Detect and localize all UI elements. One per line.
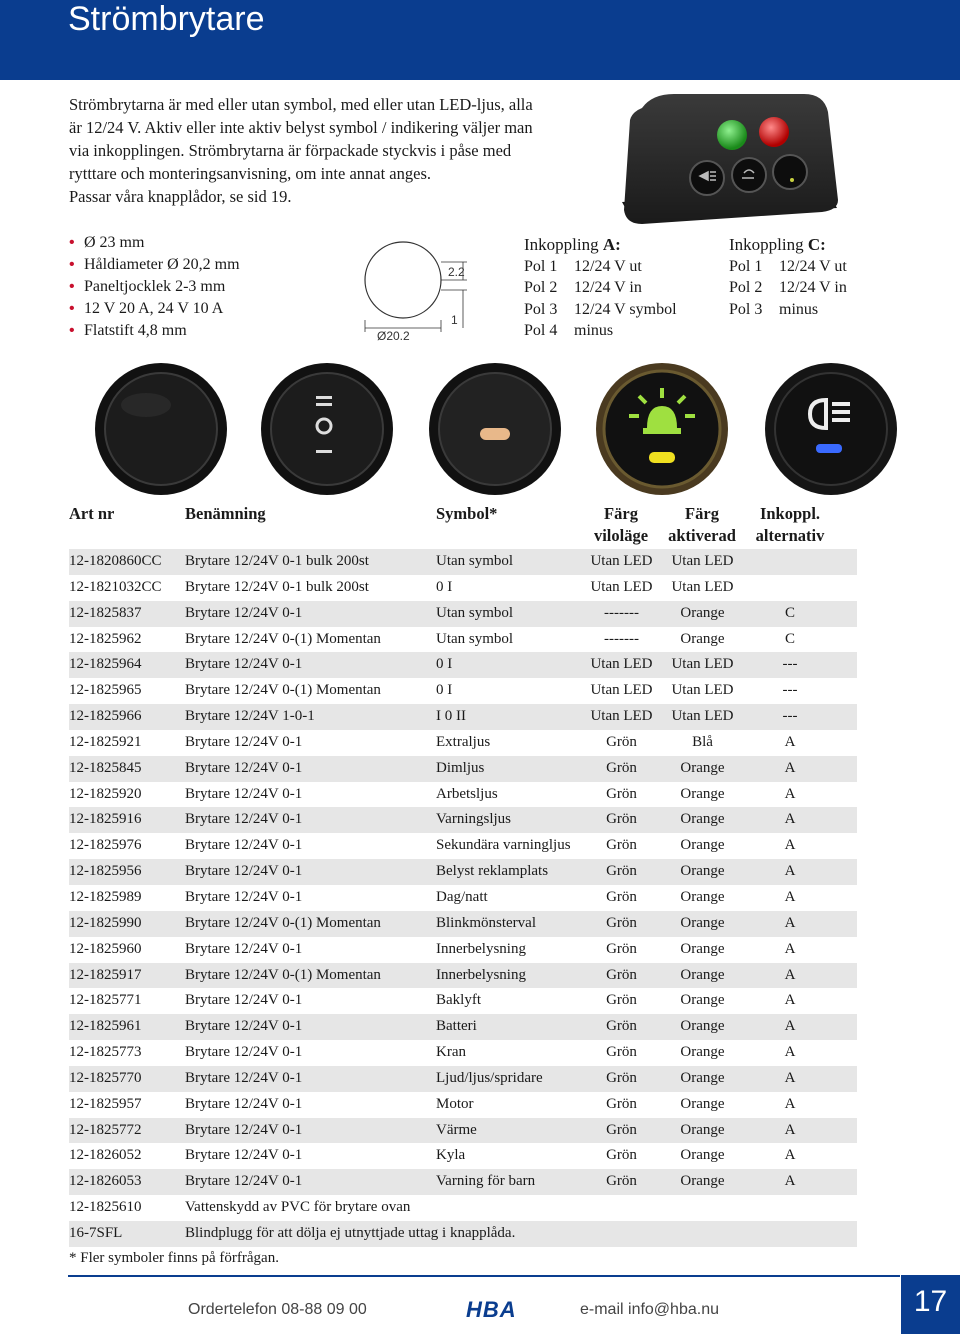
table-row (69, 1221, 857, 1247)
cell-color-idle: Grön (606, 888, 637, 905)
orange-led-switch-icon (420, 360, 570, 498)
cell-connection: --- (782, 708, 798, 725)
pol-row: Pol 4 minus (524, 322, 614, 339)
cell-connection: A (784, 888, 796, 905)
cell-product-name: Brytare 12/24V 0-1 (185, 759, 303, 776)
intro-line: rytttare och monteringsanvisning, om inte annat anges. (69, 164, 431, 183)
dimension-height-label: 2.2 (448, 265, 465, 279)
table-row (69, 963, 857, 989)
cell-color-active: Orange (680, 1044, 725, 1061)
table-row (69, 678, 857, 704)
table-row (69, 937, 857, 963)
cell-product-name: Brytare 12/24V 0-1 (185, 863, 303, 880)
page-header (0, 0, 960, 80)
cell-product-name: Brytare 12/24V 0-(1) Momentan (185, 914, 381, 931)
cell-color-idle: Grön (606, 837, 637, 854)
cell-connection: A (784, 1095, 796, 1112)
intro-line: är 12/24 V. Aktiv eller inte aktiv belyst symbol / indikering väljer man (69, 118, 533, 137)
inkoppling-a-title: Inkoppling A: (524, 235, 621, 254)
table-row (69, 988, 857, 1014)
cell-symbol: Innerbelysning (436, 940, 526, 957)
intro-line: via inkopplingen. Strömbrytarna är förpackade styckvis i påse med (69, 141, 512, 160)
cell-product-name: Brytare 12/24V 0-1 (185, 811, 303, 828)
cell-product-name: Brytare 12/24V 0-1 (185, 604, 303, 621)
cell-art-number: 12-1826053 (69, 1173, 142, 1190)
cell-color-active: Orange (680, 1121, 725, 1138)
table-row (69, 1014, 857, 1040)
bullet-icon: • (69, 234, 75, 251)
pol-row: Pol 2 12/24 V in (524, 279, 642, 296)
cell-color-active: Orange (680, 940, 725, 957)
inkoppling-c-title: Inkoppling C: (729, 235, 826, 254)
cell-connection: A (784, 1044, 796, 1061)
table-row (69, 730, 857, 756)
cell-product-name: Brytare 12/24V 0-1 (185, 1044, 303, 1061)
cell-symbol: Sekundära varningljus (436, 837, 571, 854)
cell-art-number: 12-1825920 (69, 785, 142, 802)
cell-art-number: 12-1825770 (69, 1069, 142, 1086)
pol-row: Pol 1 12/24 V ut (524, 257, 642, 275)
cell-art-number: 12-1825956 (69, 863, 142, 880)
cell-art-number: 12-1825916 (69, 811, 142, 828)
cell-connection: A (784, 759, 796, 776)
cell-symbol: Utan symbol (436, 604, 514, 621)
table-header (69, 503, 859, 551)
cell-art-number: 12-1825989 (69, 888, 142, 905)
intro-line: Strömbrytarna är med eller utan symbol, med eller utan LED-ljus, alla (69, 95, 533, 114)
switch-box-image (612, 90, 842, 240)
cell-connection: A (784, 1069, 796, 1086)
cell-color-idle: ------- (604, 630, 639, 647)
cell-color-idle: Utan LED (590, 656, 653, 673)
footer-divider (68, 1275, 900, 1277)
cell-connection: A (784, 733, 796, 750)
cell-color-idle: Grön (606, 1044, 637, 1061)
cell-symbol: Dag/natt (436, 888, 488, 905)
table-row (69, 807, 857, 833)
column-header-connection: Inkoppl. alternativ (755, 504, 825, 545)
cell-connection: --- (782, 682, 798, 699)
cell-symbol: Arbetsljus (436, 785, 498, 802)
cell-symbol: Utan symbol (436, 553, 514, 569)
cell-color-idle: Grön (606, 1095, 637, 1112)
cell-color-idle: Utan LED (590, 708, 653, 725)
cell-art-number: 12-1825845 (69, 759, 142, 776)
cell-color-active: Orange (680, 604, 725, 621)
beacon-symbol-switch-icon (587, 360, 737, 498)
cell-color-idle: Utan LED (590, 553, 653, 569)
cell-color-active: Orange (680, 811, 725, 828)
cell-symbol: Motor (436, 1095, 474, 1112)
cell-color-idle: Grön (606, 785, 637, 802)
dimension-pin-label: 1 (451, 313, 458, 327)
table-row (69, 704, 857, 730)
cell-connection: C (784, 604, 795, 621)
cell-product-name: Brytare 12/24V 0-1 (185, 992, 303, 1009)
headlight-symbol-switch-icon (756, 360, 906, 498)
bullet-icon: • (69, 322, 75, 339)
pol-row: Pol 3 12/24 V symbol (524, 300, 677, 318)
cell-color-active: Orange (680, 759, 725, 776)
table-row (69, 782, 857, 808)
cell-color-active: Orange (680, 1173, 725, 1190)
cell-symbol: Varning för barn (436, 1173, 536, 1190)
cell-color-active: Utan LED (671, 578, 734, 595)
cell-art-number: 12-1826052 (69, 1147, 142, 1164)
cell-connection: A (784, 1018, 796, 1035)
table-row (69, 1040, 857, 1066)
pol-row: Pol 2 12/24 V in (729, 279, 847, 296)
cell-color-idle: Utan LED (590, 682, 653, 699)
cell-symbol: I 0 II (436, 708, 466, 725)
cell-art-number: 12-1820860CC (69, 553, 162, 569)
cell-art-number: 12-1825962 (69, 630, 142, 647)
cell-color-active: Orange (680, 1095, 725, 1112)
table-row (69, 1066, 857, 1092)
cell-art-number: 12-1825976 (69, 837, 142, 854)
cell-color-idle: Grön (606, 1147, 637, 1164)
cell-color-idle: Grön (606, 1173, 637, 1190)
cell-symbol: Varningsljus (436, 811, 511, 828)
bullet-icon: • (69, 256, 75, 273)
cell-art-number: 12-1825990 (69, 914, 142, 931)
dimension-diameter-label: Ø20.2 (377, 329, 410, 343)
cell-color-idle: Grön (606, 733, 637, 750)
blank-switch-icon (86, 360, 236, 498)
cell-symbol: 0 I (436, 656, 453, 673)
cell-color-idle: ------- (604, 604, 639, 621)
bullet-icon: • (69, 300, 75, 317)
cell-product-name: Brytare 12/24V 0-1 (185, 656, 303, 673)
cell-color-active: Orange (680, 837, 725, 854)
page-title: Strömbrytare (68, 0, 265, 38)
cell-art-number: 12-1825964 (69, 656, 142, 673)
cell-art-number: 12-1825772 (69, 1121, 142, 1138)
cell-color-active: Orange (680, 888, 725, 905)
cell-color-active: Orange (680, 966, 725, 983)
cell-color-active: Utan LED (671, 656, 734, 673)
cell-connection: A (784, 1173, 796, 1190)
inkoppling-a (524, 234, 677, 342)
pol-row: Pol 1 12/24 V ut (729, 257, 847, 275)
cell-art-number: 12-1825771 (69, 992, 142, 1009)
cell-symbol: Extraljus (436, 733, 491, 750)
cell-art-number: 12-1825917 (69, 966, 142, 983)
table-row (69, 911, 857, 937)
cell-symbol: Ljud/ljus/spridare (436, 1069, 543, 1086)
cell-color-active: Orange (680, 630, 725, 647)
cell-product-name: Brytare 12/24V 0-1 bulk 200st (185, 578, 369, 595)
table-row (69, 1143, 857, 1169)
cell-color-active: Orange (680, 1147, 725, 1164)
cell-color-idle: Utan LED (590, 578, 653, 595)
cell-symbol: Värme (436, 1121, 477, 1138)
table-row (69, 833, 857, 859)
table-row (69, 885, 857, 911)
cell-art-number: 12-1825957 (69, 1095, 142, 1112)
cell-product-name: Brytare 12/24V 0-1 (185, 888, 303, 905)
cell-symbol: Dimljus (436, 759, 485, 776)
cell-color-active: Orange (680, 1018, 725, 1035)
cell-art-number: 12-1825837 (69, 604, 142, 621)
cell-connection: --- (782, 656, 798, 673)
cell-symbol: Kyla (436, 1147, 466, 1164)
footnote: * Fler symboler finns på förfrågan. (69, 1250, 279, 1266)
hba-logo: HBA (466, 1297, 517, 1322)
spec-item: • Paneltjocklek 2-3 mm (69, 276, 240, 298)
cell-product-name: Brytare 12/24V 0-(1) Momentan (185, 682, 381, 699)
spec-item: • 12 V 20 A, 24 V 10 A (69, 298, 240, 320)
cell-color-active: Orange (680, 785, 725, 802)
cell-product-name: Brytare 12/24V 0-1 (185, 1173, 303, 1190)
cell-symbol: Utan symbol (436, 630, 514, 647)
cell-art-number: 12-1825960 (69, 940, 142, 957)
cell-color-active: Utan LED (671, 708, 734, 725)
table-row (69, 549, 857, 575)
dimension-drawing (355, 232, 480, 344)
table-row (69, 859, 857, 885)
cell-connection: A (784, 1147, 796, 1164)
column-header-color-active: Färg aktiverad (668, 504, 736, 545)
cell-color-active: Orange (680, 863, 725, 880)
cell-symbol: Belyst reklamplats (436, 863, 549, 880)
spec-item: • Ø 23 mm (69, 232, 240, 254)
cell-product-name: Vattenskydd av PVC för brytare ovan (185, 1199, 411, 1216)
cell-product-name: Brytare 12/24V 0-1 (185, 1121, 303, 1138)
cell-color-idle: Grön (606, 1121, 637, 1138)
cell-color-active: Utan LED (671, 553, 734, 569)
spec-item: • Håldiameter Ø 20,2 mm (69, 254, 240, 276)
cell-product-name: Brytare 12/24V 0-(1) Momentan (185, 630, 381, 647)
cell-connection: A (784, 785, 796, 802)
cell-color-idle: Grön (606, 966, 637, 983)
cell-color-idle: Grön (606, 1018, 637, 1035)
cell-art-number: 12-1825965 (69, 682, 142, 699)
cell-connection: A (784, 863, 796, 880)
cell-art-number: 12-1821032CC (69, 578, 162, 595)
cell-color-active: Utan LED (671, 682, 734, 699)
cell-product-name: Brytare 12/24V 0-1 (185, 1018, 303, 1035)
table-row (69, 1118, 857, 1144)
cell-product-name: Brytare 12/24V 0-1 (185, 1069, 303, 1086)
cell-color-active: Orange (680, 1069, 725, 1086)
cell-product-name: Brytare 12/24V 0-1 (185, 733, 303, 750)
cell-art-number: 12-1825966 (69, 708, 142, 725)
bullet-icon: • (69, 278, 75, 295)
cell-connection: A (784, 992, 796, 1009)
cell-color-idle: Grön (606, 759, 637, 776)
cell-symbol: Kran (436, 1044, 466, 1061)
table-row (69, 1092, 857, 1118)
column-header-color-idle: Färg viloläge (593, 504, 649, 545)
cell-color-idle: Grön (606, 914, 637, 931)
cell-connection: A (784, 966, 796, 983)
cell-symbol: Innerbelysning (436, 966, 526, 983)
i-o-ii-switch-icon (252, 360, 402, 498)
inkoppling-c (729, 234, 847, 320)
cell-symbol: 0 I (436, 578, 453, 595)
cell-color-active: Orange (680, 914, 725, 931)
table-row (69, 1169, 857, 1195)
cell-product-name: Brytare 12/24V 0-1 (185, 1095, 303, 1112)
cell-symbol: Blinkmönsterval (436, 914, 536, 931)
footer-phone: Ordertelefon 08-88 09 00 (188, 1301, 367, 1318)
cell-symbol: Baklyft (436, 992, 481, 1009)
spec-list (69, 232, 240, 342)
cell-art-number: 12-1825961 (69, 1018, 142, 1035)
footer-email: e-mail info@hba.nu (580, 1301, 719, 1318)
intro-line: Passar våra knapplådor, se sid 19. (69, 187, 292, 206)
column-header-art: Art nr (69, 504, 115, 523)
cell-product-name: Blindplugg för att dölja ej utnyttjade uttag i knapplåda. (185, 1224, 516, 1241)
cell-connection: A (784, 1121, 796, 1138)
cell-connection: A (784, 940, 796, 957)
cell-product-name: Brytare 12/24V 0-1 (185, 785, 303, 802)
cell-art-number: 12-1825921 (69, 733, 142, 750)
cell-art-number: 12-1825773 (69, 1044, 142, 1061)
cell-product-name: Brytare 12/24V 0-1 bulk 200st (185, 553, 369, 569)
table-row (69, 652, 857, 678)
intro-text (69, 93, 589, 208)
column-header-symbol: Symbol* (436, 504, 498, 523)
pol-row: Pol 3 minus (729, 300, 819, 318)
cell-color-active: Orange (680, 992, 725, 1009)
table-row (69, 627, 857, 653)
cell-product-name: Brytare 12/24V 0-1 (185, 1147, 303, 1164)
product-table (69, 549, 857, 1247)
cell-connection: A (784, 914, 796, 931)
cell-color-idle: Grön (606, 940, 637, 957)
cell-product-name: Brytare 12/24V 0-1 (185, 940, 303, 957)
spec-item: • Flatstift 4,8 mm (69, 320, 240, 342)
cell-color-idle: Grön (606, 863, 637, 880)
table-row (69, 601, 857, 627)
cell-product-name: Brytare 12/24V 0-(1) Momentan (185, 966, 381, 983)
cell-art-number: 16-7SFL (69, 1224, 123, 1241)
cell-symbol: 0 I (436, 682, 453, 699)
table-row (69, 575, 857, 601)
column-header-name: Benämning (185, 504, 266, 523)
cell-product-name: Brytare 12/24V 0-1 (185, 837, 303, 854)
cell-color-idle: Grön (606, 992, 637, 1009)
table-row (69, 756, 857, 782)
cell-art-number: 12-1825610 (69, 1199, 142, 1216)
cell-symbol: Batteri (436, 1018, 477, 1035)
cell-color-idle: Grön (606, 811, 637, 828)
cell-color-active: Blå (692, 733, 713, 750)
cell-connection: A (784, 837, 796, 854)
cell-connection: C (784, 630, 795, 647)
page-number: 17 (901, 1275, 960, 1334)
cell-connection: A (784, 811, 796, 828)
table-row (69, 1195, 857, 1221)
cell-product-name: Brytare 12/24V 1-0-1 (185, 708, 315, 725)
cell-color-idle: Grön (606, 1069, 637, 1086)
